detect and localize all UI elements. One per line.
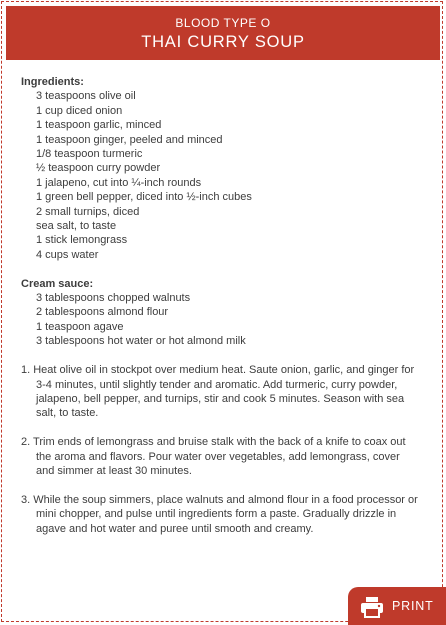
section-spacer	[21, 349, 421, 363]
ingredient-item: 1/8 teaspoon turmeric	[36, 148, 143, 161]
ingredients-heading: Ingredients:	[21, 76, 84, 88]
ingredient-item: 1 teaspoon ginger, peeled and minced	[36, 133, 223, 146]
cream-sauce-heading: Cream sauce:	[21, 277, 94, 290]
printer-icon	[360, 596, 384, 618]
recipe-body	[21, 75, 421, 550]
instruction-step: 3. While the soup simmers, place walnuts and almond flour in a food processor or mini chopper, and pulse until ingredients form a paste. Gradually drizzle in agave and hot water and puree until smooth and creamy.	[21, 493, 418, 535]
recipe-title: THAI CURRY SOUP	[141, 33, 305, 51]
ingredient-item: 3 teaspoons olive oil	[36, 90, 136, 103]
recipe-header	[6, 6, 440, 60]
instruction-step: 1. Heat olive oil in stockpot over medium heat. Saute onion, garlic, and ginger for 3-4 minutes, until slightly tender and aromatic. Add turmeric, curry powder, jalapeno, bell pepper, and turnips, stir and cook 5 minutes. Season with sea salt, to taste.	[21, 364, 415, 420]
blood-type-label: BLOOD TYPE O	[175, 16, 271, 30]
cream-sauce-item: 1 teaspoon agave	[36, 320, 124, 333]
ingredient-item: 4 cups water	[36, 248, 99, 261]
ingredient-item: sea salt, to taste	[36, 220, 117, 233]
cream-sauce-item: 3 tablespoons chopped walnuts	[36, 292, 191, 305]
ingredient-item: 1 green bell pepper, diced into ½-inch cubes	[36, 191, 252, 204]
instructions-list	[21, 363, 421, 536]
ingredient-item: 1 stick lemongrass	[36, 234, 128, 247]
ingredient-item: ½ teaspoon curry powder	[36, 162, 161, 175]
ingredient-item: 1 teaspoon garlic, minced	[36, 119, 162, 132]
ingredient-item: 1 jalapeno, cut into ¼-inch rounds	[36, 176, 202, 189]
cream-sauce-list	[21, 291, 421, 349]
print-button[interactable]	[348, 587, 446, 625]
cream-sauce-item: 2 tablespoons almond flour	[36, 306, 169, 319]
cream-sauce-item: 3 tablespoons hot water or hot almond milk	[36, 335, 246, 348]
ingredients-list	[21, 89, 421, 262]
print-label: PRINT	[392, 599, 434, 613]
ingredient-item: 1 cup diced onion	[36, 104, 123, 117]
section-spacer	[21, 262, 421, 276]
ingredient-item: 2 small turnips, diced	[36, 205, 140, 218]
instruction-step: 2. Trim ends of lemongrass and bruise stalk with the back of a knife to coax out the aroma and flavors. Pour water over vegetables, add lemongrass, cover and simmer at least 30 minutes.	[21, 436, 406, 477]
